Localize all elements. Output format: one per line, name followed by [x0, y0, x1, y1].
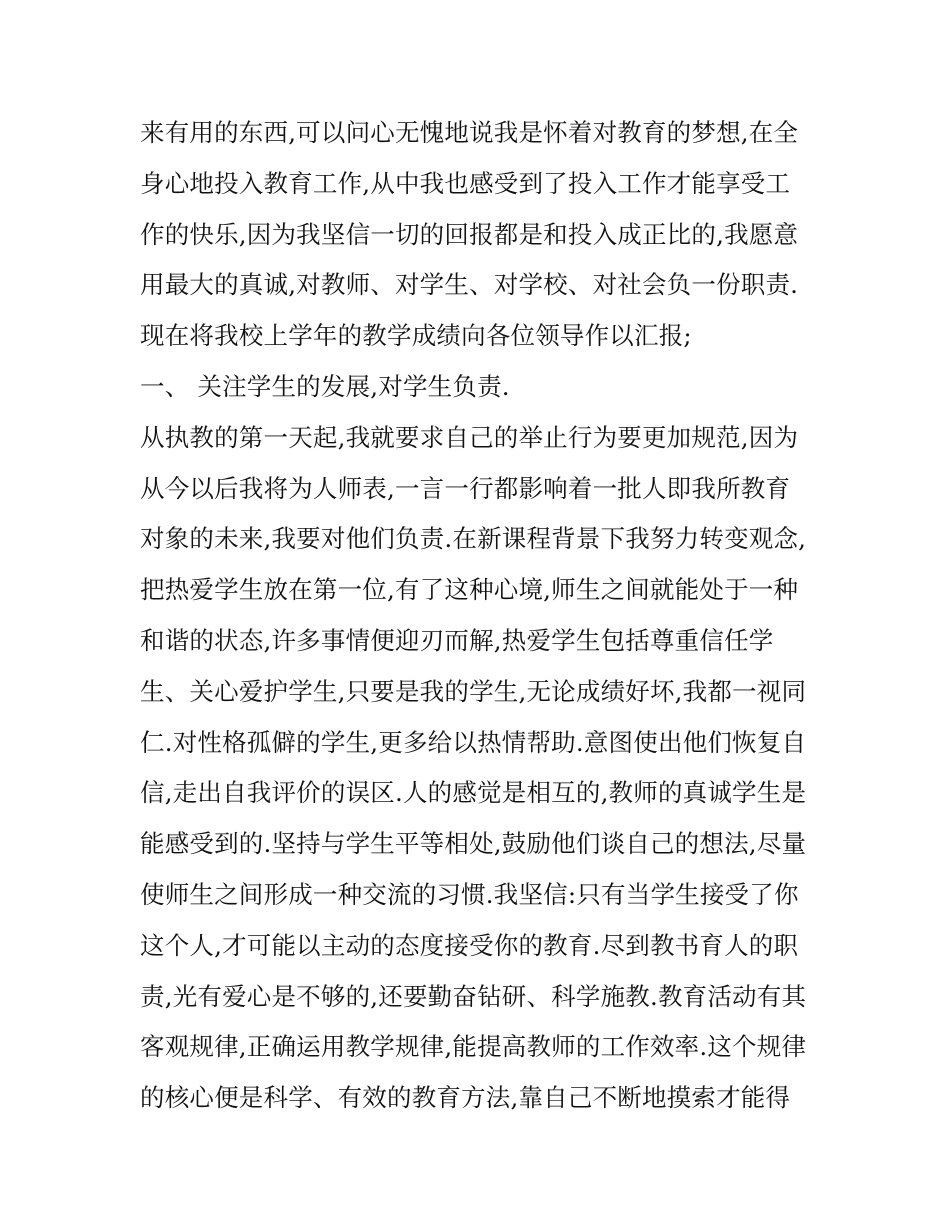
- text-line: 用最大的真诚,对教师、对学生、对学校、对社会负一份职责.: [140, 270, 799, 300]
- text-line: 把热爱学生放在第一位,有了这种心境,师生之间就能处于一种: [140, 575, 799, 605]
- text-line: 这个人,才可能以主动的态度接受你的教育.尽到教书育人的职: [140, 930, 799, 960]
- text-line: 现在将我校上学年的教学成绩向各位领导作以汇报;: [140, 321, 692, 351]
- text-line: 信,走出自我评价的误区.人的感觉是相互的,教师的真诚学生是: [140, 778, 807, 808]
- text-line: 从今以后我将为人师表,一言一行都影响着一批人即我所教育: [140, 473, 791, 503]
- text-line: 仁.对性格孤僻的学生,更多给以热情帮助.意图使出他们恢复自: [140, 727, 807, 757]
- text-line: 能感受到的.坚持与学生平等相处,鼓励他们谈自己的想法,尽量: [140, 829, 807, 859]
- body-text: [140, 108, 820, 1124]
- text-line: 使师生之间形成一种交流的习惯.我坚信:只有当学生接受了你: [140, 879, 799, 909]
- text-line: 生、关心爱护学生,只要是我的学生,无论成绩好坏,我都一视同: [140, 676, 807, 706]
- text-line: 客观规律,正确运用教学规律,能提高教师的工作效率.这个规律: [140, 1032, 807, 1062]
- text-line: 对象的未来,我要对他们负责.在新课程背景下我努力转变观念,: [140, 524, 807, 554]
- text-line: 来有用的东西,可以问心无愧地说我是怀着对教育的梦想,在全: [140, 118, 799, 147]
- text-line: 和谐的状态,许多事情便迎刃而解,热爱学生包括尊重信任学: [140, 625, 774, 655]
- text-line: 从执教的第一天起,我就要求自己的举止行为要更加规范,因为: [140, 422, 799, 452]
- text-line: 身心地投入教育工作,从中我也感受到了投入工作才能享受工: [140, 168, 791, 198]
- text-line: 责,光有爱心是不够的,还要勤奋钻研、科学施教.教育活动有其: [140, 981, 807, 1011]
- text-line: 的核心便是科学、有效的教育方法,靠自己不断地摸索才能得: [140, 1083, 791, 1113]
- text-line: 作的快乐,因为我坚信一切的回报都是和投入成正比的,我愿意: [140, 219, 799, 249]
- section-heading: 一、 关注学生的发展,对学生负责.: [140, 371, 510, 401]
